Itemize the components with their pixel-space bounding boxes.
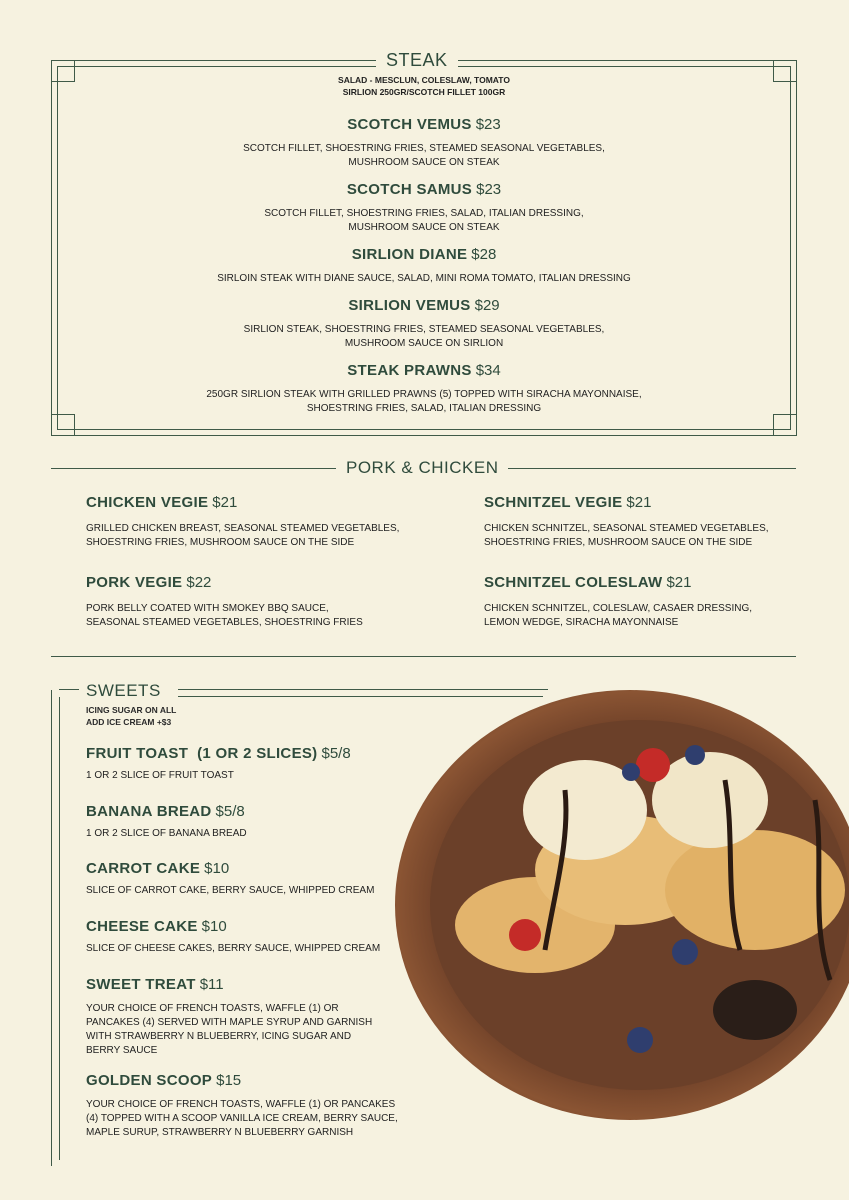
item-desc: SCOTCH FILLET, SHOESTRING FRIES, SALAD, ITALIAN DRESSING, (264, 208, 584, 219)
item-price: $11 (199, 976, 224, 993)
sweets-frame-top (59, 689, 79, 690)
item-desc: 250GR SIRLION STEAK WITH GRILLED PRAWNS (5) TOPPED WITH SIRACHA MAYONNAISE, (206, 389, 642, 400)
corner-ornament-tl (51, 60, 75, 82)
item-price: $23 (475, 116, 501, 133)
sweets-item (86, 918, 426, 956)
pork-item (86, 574, 446, 630)
sweets-frame-left-inner (59, 697, 60, 1160)
sweets-item (86, 745, 426, 783)
item-name: BANANA BREAD (86, 803, 212, 820)
item-desc: PORK BELLY COATED WITH SMOKEY BBQ SAUCE, (86, 603, 329, 614)
steak-item (60, 362, 788, 416)
pancake-plate-image (395, 690, 849, 1120)
item-desc: 1 OR 2 SLICE OF FRUIT TOAST (86, 770, 234, 781)
steak-item (60, 181, 788, 235)
item-desc: SLICE OF CHEESE CAKES, BERRY SAUCE, WHIPPED CREAM (86, 943, 381, 954)
item-desc: SHOESTRING FRIES, MUSHROOM SAUCE ON THE SIDE (86, 537, 355, 548)
sweets-item (86, 803, 426, 841)
pork-item (484, 494, 844, 550)
divider-line (51, 656, 796, 657)
item-desc: MUSHROOM SAUCE ON STEAK (348, 222, 500, 233)
sweets-subtitle-1: ICING SUGAR ON ALL (86, 705, 177, 715)
corner-ornament-br (773, 414, 797, 436)
item-desc: (4) TOPPED WITH A SCOOP VANILLA ICE CREAM, BERRY SAUCE, (86, 1113, 398, 1124)
item-name: GOLDEN SCOOP (86, 1072, 213, 1089)
item-desc: GRILLED CHICKEN BREAST, SEASONAL STEAMED VEGETABLES, (86, 523, 400, 534)
item-desc: CHICKEN SCHNITZEL, SEASONAL STEAMED VEGETABLES, (484, 523, 769, 534)
steak-title: STEAK (376, 50, 458, 71)
item-desc: PANCAKES (4) SERVED WITH MAPLE SYRUP AND GARNISH (86, 1017, 373, 1028)
steak-item (60, 297, 788, 351)
item-desc: SHOESTRING FRIES, SALAD, ITALIAN DRESSING (306, 403, 542, 414)
item-desc: LEMON WEDGE, SIRACHA MAYONNAISE (484, 617, 679, 628)
item-desc: BERRY SAUCE (86, 1045, 158, 1056)
pork-item (86, 494, 446, 550)
item-name: CARROT CAKE (86, 860, 201, 877)
sweets-title: SWEETS (86, 681, 161, 700)
pancakes-illustration (395, 690, 849, 1120)
item-price: $15 (216, 1072, 242, 1089)
item-price: $10 (204, 860, 230, 877)
item-price: $5/8 (321, 745, 351, 762)
sweets-item (86, 860, 426, 898)
steak-item (60, 116, 788, 170)
item-price: $23 (476, 181, 502, 198)
item-name: STEAK PRAWNS (347, 362, 472, 379)
item-name: CHEESE CAKE (86, 918, 198, 935)
item-desc: SHOESTRING FRIES, MUSHROOM SAUCE ON THE SIDE (484, 537, 753, 548)
steak-item (60, 246, 788, 286)
item-name: SCOTCH SAMUS (346, 181, 473, 198)
corner-ornament-tr (773, 60, 797, 82)
item-name: SIRLION DIANE (351, 246, 468, 263)
item-name: PORK VEGIE (86, 574, 183, 591)
item-price: $21 (666, 574, 692, 591)
item-desc: WITH STRAWBERRY N BLUEBERRY, ICING SUGAR AND (86, 1031, 352, 1042)
item-price: $22 (186, 574, 212, 591)
steak-subtitle-2: SIRLION 250GR/SCOTCH FILLET 100GR (342, 87, 506, 97)
item-desc: YOUR CHOICE OF FRENCH TOASTS, WAFFLE (1) OR (86, 1003, 339, 1014)
item-price: $28 (471, 246, 497, 263)
item-price: $10 (201, 918, 227, 935)
item-desc: CHICKEN SCHNITZEL, COLESLAW, CASAER DRESSING, (484, 603, 753, 614)
item-name: SCHNITZEL COLESLAW (484, 574, 663, 591)
item-desc: SIRLOIN STEAK WITH DIANE SAUCE, SALAD, MINI ROMA TOMATO, ITALIAN DRESSING (217, 273, 631, 284)
item-desc: SIRLION STEAK, SHOESTRING FRIES, STEAMED SEASONAL VEGETABLES, (243, 324, 605, 335)
sweets-frame-left-outer (51, 690, 52, 1166)
steak-subtitle-1: SALAD - MESCLUN, COLESLAW, TOMATO (338, 75, 510, 85)
item-price: $29 (474, 297, 500, 314)
item-price: $21 (212, 494, 238, 511)
sweets-item (86, 976, 426, 1058)
item-name: SCOTCH VEMUS (347, 116, 472, 133)
pork-item (484, 574, 844, 630)
pork-chicken-title: PORK & CHICKEN (336, 458, 508, 478)
item-price: $21 (626, 494, 652, 511)
item-name: CHICKEN VEGIE (86, 494, 209, 511)
item-desc: SLICE OF CARROT CAKE, BERRY SAUCE, WHIPPED CREAM (86, 885, 375, 896)
item-price: $5/8 (215, 803, 245, 820)
item-desc: YOUR CHOICE OF FRENCH TOASTS, WAFFLE (1) OR PANCAKES (86, 1099, 396, 1110)
item-name: SCHNITZEL VEGIE (484, 494, 623, 511)
corner-ornament-bl (51, 414, 75, 436)
item-name: FRUIT TOAST (1 OR 2 SLICES) (86, 745, 318, 762)
item-desc: MUSHROOM SAUCE ON SIRLION (344, 338, 504, 349)
sweets-subtitle-2: ADD ICE CREAM +$3 (86, 717, 172, 727)
item-name: SWEET TREAT (86, 976, 196, 993)
item-desc: SEASONAL STEAMED VEGETABLES, SHOESTRING FRIES (86, 617, 363, 628)
item-desc: MUSHROOM SAUCE ON STEAK (348, 157, 500, 168)
item-desc: SCOTCH FILLET, SHOESTRING FRIES, STEAMED SEASONAL VEGETABLES, (243, 143, 605, 154)
item-name: SIRLION VEMUS (348, 297, 471, 314)
item-desc: 1 OR 2 SLICE OF BANANA BREAD (86, 828, 247, 839)
item-price: $34 (475, 362, 501, 379)
item-desc: MAPLE SURUP, STRAWBERRY N BLUEBERRY GARNISH (86, 1127, 354, 1138)
sweets-item (86, 1072, 426, 1140)
